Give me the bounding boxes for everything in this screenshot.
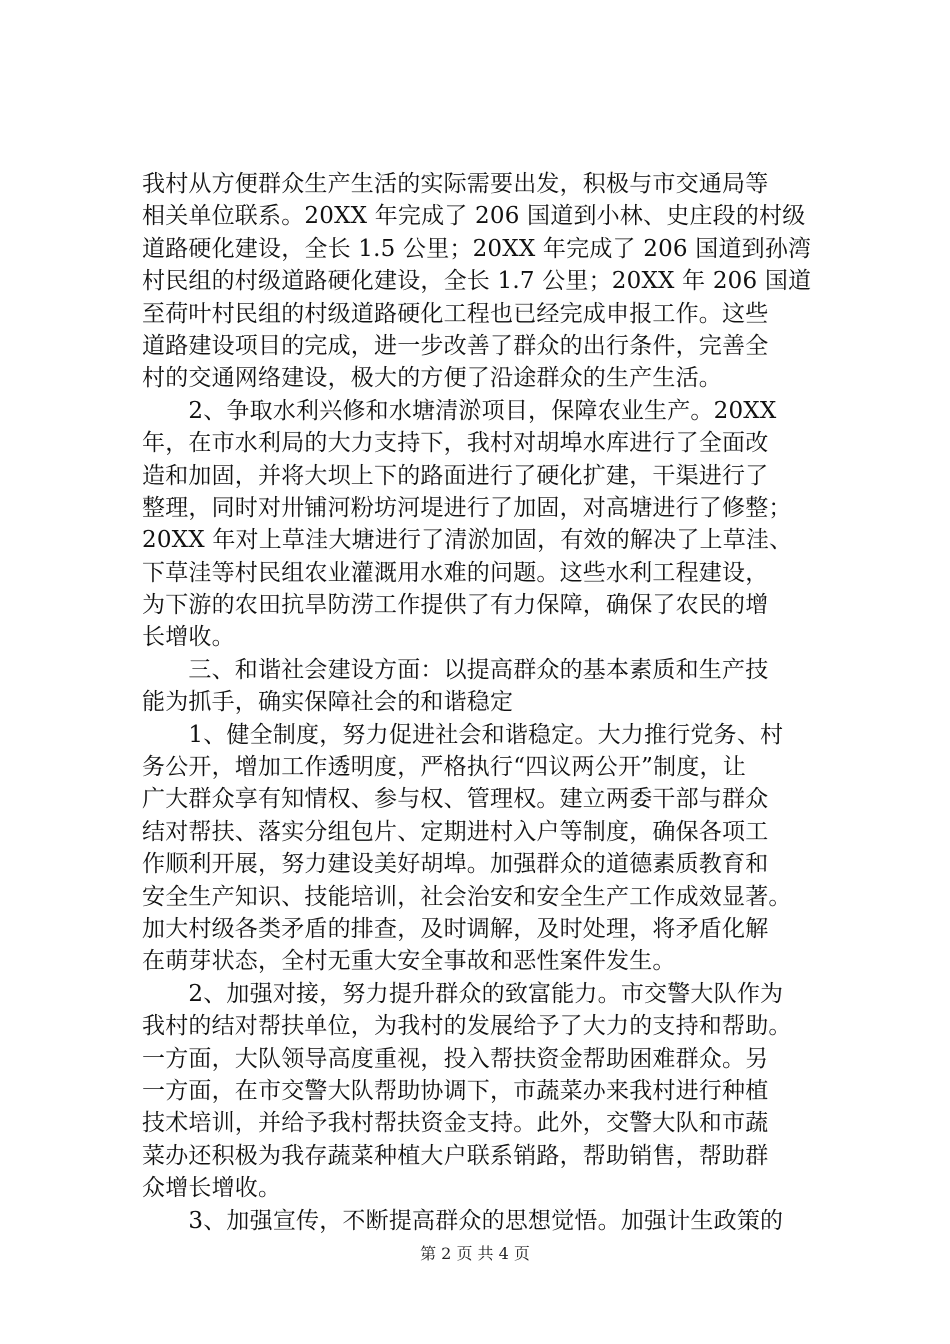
text-line: 一方面，大队领导高度重视，投入帮扶资金帮助困难群众。另 [142, 1045, 769, 1072]
text-line: 安全生产知识、技能培训，社会治安和安全生产工作成效显著。 [142, 883, 792, 910]
text-line: 我村的结对帮扶单位，为我村的发展给予了大力的支持和帮助。 [142, 1013, 792, 1040]
text-line: 整理，同时对卅铺河粉坊河堤进行了加固，对高塘进行了修整； [142, 494, 792, 521]
text-line: 20XX 年对上草洼大塘进行了清淤加固，有效的解决了上草洼、 [142, 527, 793, 554]
text-line: 广大群众享有知情权、参与权、管理权。建立两委干部与群众 [142, 786, 769, 813]
text-line: 1、健全制度，努力促进社会和谐稳定。大力推行党务、村 [142, 721, 784, 748]
text-line: 道路建设项目的完成，进一步改善了群众的出行条件，完善全 [142, 332, 769, 359]
text-line: 2、争取水利兴修和水塘清淤项目，保障农业生产。20XX [142, 397, 777, 424]
text-line: 能为抓手，确实保障社会的和谐稳定 [142, 689, 514, 716]
text-line: 在萌芽状态，全村无重大安全事故和恶性案件发生。 [142, 948, 676, 975]
text-line: 结对帮扶、落实分组包片、定期进村入户等制度，确保各项工 [142, 818, 769, 845]
text-line: 村的交通网络建设，极大的方便了沿途群众的生产生活。 [142, 365, 722, 392]
text-line: 为下游的农田抗旱防涝工作提供了有力保障，确保了农民的增 [142, 592, 769, 619]
text-line: 务公开，增加工作透明度，严格执行“四议两公开”制度，让 [142, 754, 746, 781]
text-line: 技术培训，并给予我村帮扶资金支持。此外，交警大队和市蔬 [142, 1110, 769, 1137]
text-line: 3、加强宣传，不断提高群众的思想觉悟。加强计生政策的 [142, 1207, 784, 1234]
text-line: 村民组的村级道路硬化建设，全长 1.7 公里；20XX 年 206 国道 [142, 268, 812, 295]
text-line: 至荷叶村民组的村级道路硬化工程也已经完成申报工作。这些 [142, 300, 769, 327]
text-line: 加大村级各类矛盾的排查，及时调解，及时处理，将矛盾化解 [142, 915, 769, 942]
body-text [142, 168, 842, 1237]
page-number: 第 2 页 共 4 页 [420, 1244, 530, 1263]
text-line: 一方面，在市交警大队帮助协调下，市蔬菜办来我村进行种植 [142, 1077, 769, 1104]
text-line: 下草洼等村民组农业灌溉用水难的问题。这些水利工程建设， [142, 559, 769, 586]
text-line: 我村从方便群众生产生活的实际需要出发，积极与市交通局等 [142, 171, 769, 197]
text-line: 作顺利开展，努力建设美好胡埠。加强群众的道德素质教育和 [142, 851, 769, 878]
text-line: 众增长增收。 [142, 1175, 282, 1202]
page-footer [0, 1244, 950, 1264]
text-line: 相关单位联系。20XX 年完成了 206 国道到小林、史庄段的村级 [142, 203, 806, 230]
text-line: 年，在市水利局的大力支持下，我村对胡埠水库进行了全面改 [142, 430, 769, 457]
text-line: 三、和谐社会建设方面：以提高群众的基本素质和生产技 [142, 656, 769, 683]
text-line: 菜办还积极为我存蔬菜种植大户联系销路，帮助销售，帮助群 [142, 1142, 769, 1169]
text-line: 造和加固，并将大坝上下的路面进行了硬化扩建，干渠进行了 [142, 462, 769, 489]
text-line: 2、加强对接，努力提升群众的致富能力。市交警大队作为 [142, 980, 784, 1007]
text-line: 长增收。 [142, 624, 235, 651]
text-line: 道路硬化建设，全长 1.5 公里；20XX 年完成了 206 国道到孙湾 [142, 235, 812, 262]
